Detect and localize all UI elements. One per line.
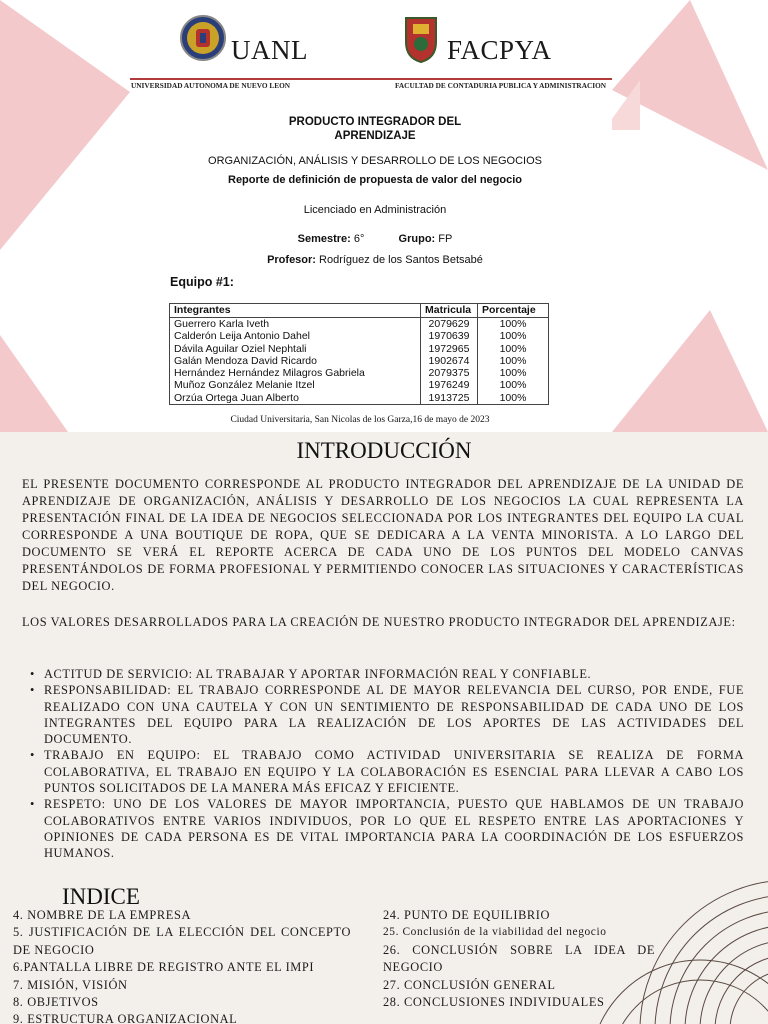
value-item-responsibility: • RESPONSABILIDAD: EL TRABAJO CORRESPONDE AL DE MAYOR RELEVANCIA DEL CURSO, POR ENDE, FUE REALIZADO CON UNA CAUTELA Y CON UN SENTIMIENTO DE RESPONSABILIDAD DE CADA UNO DE LOS INTEGRANTES DEL EQUIPO PARA LA REALIZACIÓN DE LOS APORTES DE LAS ACTIVIDADES DEL DOCUMENTO.	[30, 682, 744, 747]
member-name: Calderón Leija Antonio Dahel	[170, 330, 421, 342]
member-id: 2079375	[421, 367, 478, 379]
member-row	[170, 355, 549, 367]
triangle-left-top	[0, 0, 130, 250]
semester-label: Semestre:	[297, 233, 351, 245]
index-right-column	[383, 907, 655, 1011]
header-integrantes: Integrantes	[170, 304, 421, 318]
place-and-date: Ciudad Universitaria, San Nicolas de los Garza,16 de mayo de 2023	[230, 415, 490, 425]
triangle-left-bottom	[0, 335, 68, 432]
index-item: 6.PANTALLA LIBRE DE REGISTRO ANTE EL IMPI	[13, 960, 315, 975]
introduction-page	[0, 432, 768, 880]
values-list	[30, 666, 744, 862]
member-name: Hernández Hernández Milagros Gabriela	[170, 367, 421, 379]
members-table	[169, 303, 549, 405]
introduction-paragraph-1: EL PRESENTE DOCUMENTO CORRESPONDE AL PRODUCTO INTEGRADOR DEL APRENDIZAJE DE LA UNIDAD DE APRENDIZAJE DE ORGANIZACIÓN, ANÁLISIS Y DESARROLLO DE LOS NEGOCIOS LA CUAL REPRESENTA LA PRESENTACIÓN FINAL DE LA IDEA DE NEGOCIOS SELECCIONADA POR LOS INTEGRANTES DEL EQUIPO LA CUAL CORRESPONDE A UNA BOUTIQUE DE ROPA, QUE SE DEDICARA A LA VENTA MINORISTA. A LO LARGO DEL DOCUMENTO SE VERÁ EL REPORTE ACERCA DE CADA UNO DE LOS PUNTOS DEL MODELO CANVAS PRESENTÁNDOLOS DE FORMA PROFESIONAL Y PERMITIENDO CONOCER LAS SITUACIONES Y CARACTERÍSTICAS DEL NEGOCIO.	[22, 477, 744, 593]
index-item: 26. CONCLUSIÓN SOBRE LA IDEA DE NEGOCIO	[383, 942, 655, 975]
index-item: 24. PUNTO DE EQUILIBRIO	[383, 908, 551, 922]
professor-label: Profesor:	[267, 254, 316, 266]
introduction-paragraph-2: LOS VALORES DESARROLLADOS PARA LA CREACIÓN DE NUESTRO PRODUCTO INTEGRADOR DEL APRENDIZAJE:	[22, 615, 736, 629]
header-rule	[130, 78, 612, 80]
member-row	[170, 392, 549, 405]
member-percentage: 100%	[478, 330, 549, 342]
member-name: Guerrero Karla Iveth	[170, 318, 421, 331]
index-item: 28. CONCLUSIONES INDIVIDUALES	[383, 995, 605, 1010]
index-title: INDICE	[62, 884, 140, 909]
faculty-name: FACULTAD DE CONTADURIA PUBLICA Y ADMINISTRACION	[395, 81, 607, 90]
facpya-logo-text: FACPYA	[447, 35, 552, 65]
header-porcentaje: Porcentaje	[478, 304, 549, 318]
facpya-shield-icon	[398, 14, 444, 64]
index-item: 27. CONCLUSIÓN GENERAL	[383, 977, 556, 992]
degree	[120, 203, 630, 217]
member-name: Muñoz González Melanie Itzel	[170, 379, 421, 391]
index-item: 7. MISIÓN, VISIÓN	[13, 977, 128, 992]
member-id: 2079629	[421, 318, 478, 331]
semester-group-line	[120, 233, 630, 245]
member-id: 1970639	[421, 330, 478, 342]
members-table-header	[170, 304, 549, 318]
member-row	[170, 330, 549, 342]
index-left-column	[13, 907, 351, 1024]
introduction-title: INTRODUCCIÓN	[296, 438, 472, 463]
group-value: FP	[435, 233, 453, 245]
value-item-respect: • RESPETO: UNO DE LOS VALORES DE MAYOR IMPORTANCIA, PUESTO QUE HABLAMOS DE UN TRABAJO COLABORATIVOS ENTRE VARIOS INDIVIDUOS, POR LO QUE EL RESPETO ENTRE LAS APORTACIONES Y OPINIONES DE CADA PERSONA ES DE VITAL IMPORTANCIA PARA LA COORDINACIÓN DE LOS ESFUERZOS HUMANOS.	[30, 796, 744, 861]
group-label: Grupo:	[398, 233, 436, 245]
uanl-logo-text: UANL	[231, 35, 308, 65]
value-item-service: • ACTITUD DE SERVICIO: AL TRABAJAR Y APORTAR INFORMACIÓN REAL Y CONFIABLE.	[30, 666, 744, 682]
cover-title-line-2: APRENDIZAJE	[334, 130, 416, 142]
triangle-right-top	[612, 0, 768, 170]
course-name	[120, 154, 630, 168]
member-name: Orzúa Ortega Juan Alberto	[170, 392, 421, 405]
report-title-text: Reporte de definición de propuesta de valor del negocio	[228, 174, 522, 186]
semester-value: 6°	[350, 233, 365, 245]
report-title	[120, 174, 630, 186]
cover-page	[0, 0, 768, 432]
member-id: 1902674	[421, 355, 478, 367]
member-name: Dávila Aguilar Oziel Nephtali	[170, 343, 421, 355]
index-item: 9. ESTRUCTURA ORGANIZACIONAL	[13, 1012, 238, 1024]
member-id: 1976249	[421, 379, 478, 391]
university-name: UNIVERSIDAD AUTONOMA DE NUEVO LEON	[131, 81, 291, 90]
member-row	[170, 367, 549, 379]
course-name-text: ORGANIZACIÓN, ANÁLISIS Y DESARROLLO DE LOS NEGOCIOS	[208, 155, 542, 167]
member-id: 1972965	[421, 343, 478, 355]
member-row	[170, 318, 549, 331]
member-percentage: 100%	[478, 318, 549, 331]
member-name: Galán Mendoza David Ricardo	[170, 355, 421, 367]
member-id: 1913725	[421, 392, 478, 405]
member-percentage: 100%	[478, 392, 549, 405]
member-percentage: 100%	[478, 355, 549, 367]
index-item: 5. JUSTIFICACIÓN DE LA ELECCIÓN DEL CONCEPTO DE NEGOCIO	[13, 925, 351, 957]
members-table-body	[170, 318, 549, 405]
index-item: 25. Conclusión de la viabilidad del negocio	[383, 926, 607, 939]
degree-text: Licenciado en Administración	[303, 204, 447, 216]
cover-title-line-1: PRODUCTO INTEGRADOR DEL	[288, 116, 462, 128]
triangle-right-bottom	[612, 310, 768, 432]
member-percentage: 100%	[478, 343, 549, 355]
member-percentage: 100%	[478, 367, 549, 379]
uanl-shield-icon	[180, 13, 226, 63]
index-item: 8. OBJETIVOS	[13, 995, 99, 1010]
member-row	[170, 343, 549, 355]
value-item-teamwork: • TRABAJO EN EQUIPO: EL TRABAJO COMO ACTIVIDAD UNIVERSITARIA SE REALIZA DE FORMA COLABORATIVA, EL TRABAJO EN EQUIPO Y LA COLABORACIÓN ES ESENCIAL PARA LLEVAR A CABO LOS PUNTOS SOLICITADOS DE LA MANERA MÁS EFICAZ Y EFICIENTE.	[30, 747, 744, 796]
member-row	[170, 379, 549, 391]
header-matricula: Matricula	[421, 304, 478, 318]
cover-title	[120, 115, 630, 143]
index-page	[0, 880, 768, 1024]
index-item: 4. NOMBRE DE LA EMPRESA	[13, 908, 191, 922]
professor-name: Rodríguez de los Santos Betsabé	[315, 254, 483, 266]
professor-line	[120, 254, 630, 266]
team-label: Equipo #1:	[170, 275, 234, 289]
member-percentage: 100%	[478, 379, 549, 391]
